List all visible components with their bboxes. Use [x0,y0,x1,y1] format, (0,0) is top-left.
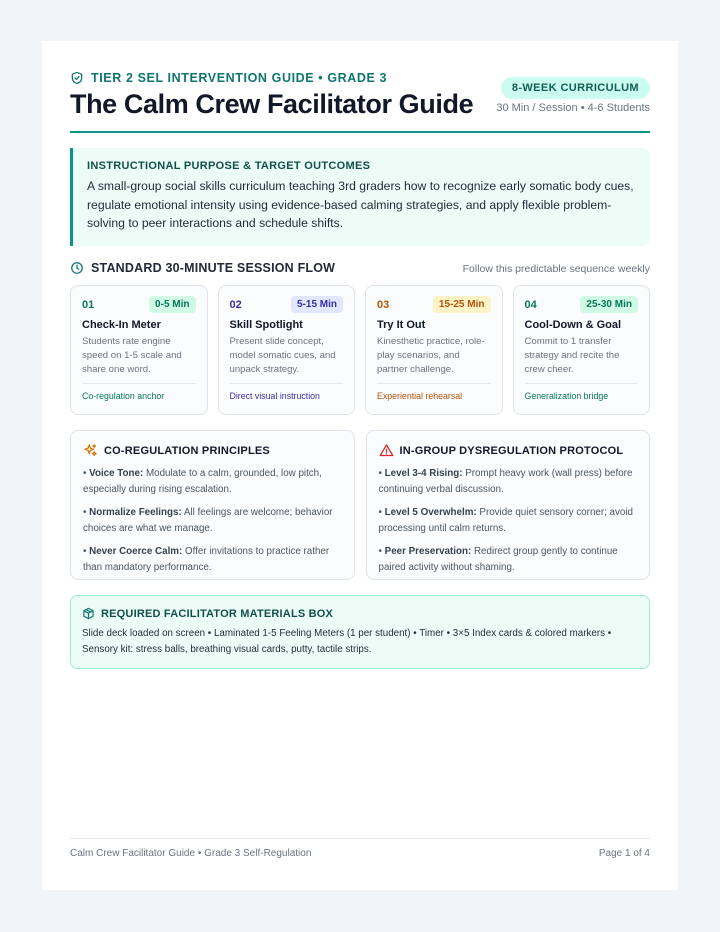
materials-title: REQUIRED FACILITATOR MATERIALS BOX [101,607,334,620]
item-text: Redirect group gently to continue paired activity without shaming. [378,546,618,573]
flow-step-title: Skill Spotlight [229,319,303,331]
principles-columns [70,430,650,580]
item-text: Modulate to a calm, grounded, low pitch, especially during rising escalation. [83,468,322,495]
item-text: Prompt heavy work (wall press) before continuing verbal discussion. [378,468,633,495]
session-flow-heading [70,261,335,275]
flow-step-time: 25-30 Min [580,296,638,313]
session-flow-title: STANDARD 30-MINUTE SESSION FLOW [91,261,336,275]
protocol-item: • Level 5 Overwhelm: Provide quiet sensory corner; avoid processing until calm returns. [378,507,633,534]
materials-heading [82,607,638,620]
flow-step-title: Cool-Down & Goal [524,319,622,331]
coregulation-item: • Never Coerce Calm: Offer invitations to practice rather than mandatory performance. [83,546,330,573]
materials-list: Slide deck loaded on screen • Laminated 1-5 Feeling Meters (1 per student) • Timer • 3×5 Index cards & colored markers • Sensory kit: stress balls, breathing visual cards, putty, tactile strips. [82,628,612,655]
flow-step-footnote: Direct visual instruction [230,383,344,401]
flow-step-footnote: Experiential rehearsal [377,383,491,401]
flow-step-time: 0-5 Min [149,296,195,313]
flow-card-2 [218,285,356,415]
flow-step-number: 03 [377,298,390,311]
flow-step-time: 5-15 Min [291,296,343,313]
document-page [42,41,678,890]
purpose-callout [70,148,650,246]
session-flow-note: Follow this predictable sequence weekly [462,263,650,275]
clock-icon [70,261,84,275]
flow-step-footnote: Co-regulation anchor [82,383,196,401]
protocol-item: • Peer Preservation: Redirect group gently to continue paired activity without shaming. [378,546,618,573]
flow-step-footnote: Generalization bridge [525,383,639,401]
flow-step-title: Check-In Meter [82,319,161,331]
footer-title: Calm Crew Facilitator Guide • Grade 3 Self-Regulation [70,848,312,859]
flow-step-time: 15-25 Min [433,296,491,313]
coregulation-box [70,430,355,580]
protocol-item: • Level 3-4 Rising: Prompt heavy work (wall press) before continuing verbal discussion. [378,468,633,495]
purpose-text: A small-group social skills curriculum teaching 3rd graders how to recognize early somatic body cues, regulate emotional intensity using evidence-based calming strategies, and apply flexible problem-solving to peer interactions and schedule shifts. [87,179,634,230]
protocol-title: IN-GROUP DYSREGULATION PROTOCOL [399,444,624,457]
flow-step-number: 01 [82,298,95,311]
flow-card-4 [513,285,651,415]
page-number: Page 1 of 4 [598,848,650,859]
footer-divider [70,838,650,839]
item-label: Voice Tone: [89,468,144,479]
eyebrow [70,71,387,85]
materials-box [70,595,650,669]
flow-step-description: Commit to 1 transfer strategy and recite the crew cheer. [524,336,620,375]
coregulation-heading [83,443,342,458]
flow-step-description: Present slide concept, model somatic cues, and unpack strategy. [229,336,336,375]
flow-step-description: Students rate engine speed on 1-5 scale and share one word. [82,336,182,375]
session-flow-cards [70,285,650,415]
coregulation-item: • Voice Tone: Modulate to a calm, grounded, low pitch, especially during rising escalation. [83,468,322,495]
item-text: Offer invitations to practice rather than mandatory performance. [83,546,330,573]
flow-step-number: 04 [524,298,537,311]
item-label: Normalize Feelings: [89,507,182,518]
flow-step-number: 02 [229,298,242,311]
item-label: Never Coerce Calm: [89,546,183,557]
item-label: Peer Preservation: [384,546,472,557]
curriculum-badge: 8-WEEK CURRICULUM [501,77,650,99]
flow-card-3 [365,285,503,415]
flow-step-description: Kinesthetic practice, role-play scenarios, and partner challenge. [377,336,485,375]
flow-step-title: Try It Out [377,319,426,331]
item-label: Level 5 Overwhelm: [384,507,477,518]
page-title: The Calm Crew Facilitator Guide [70,89,474,119]
eyebrow-text: TIER 2 SEL INTERVENTION GUIDE • GRADE 3 [91,71,388,85]
header-divider [70,131,650,133]
protocol-heading [379,443,638,458]
protocol-box [366,430,651,580]
warning-triangle-icon [379,443,394,458]
session-meta: 30 Min / Session • 4-6 Students [496,102,650,114]
flow-card-1 [70,285,208,415]
coregulation-item: • Normalize Feelings: All feelings are welcome; behavior choices are what we manage. [83,507,333,534]
shield-check-icon [70,71,84,85]
package-box-icon [82,607,95,620]
item-label: Level 3-4 Rising: [384,468,463,479]
purpose-heading: INSTRUCTIONAL PURPOSE & TARGET OUTCOMES [87,160,371,172]
coregulation-title: CO-REGULATION PRINCIPLES [104,444,270,457]
sparkles-icon [83,443,98,458]
item-text: All feelings are welcome; behavior choices are what we manage. [83,507,333,534]
item-text: Provide quiet sensory corner; avoid processing until calm returns. [378,507,633,534]
